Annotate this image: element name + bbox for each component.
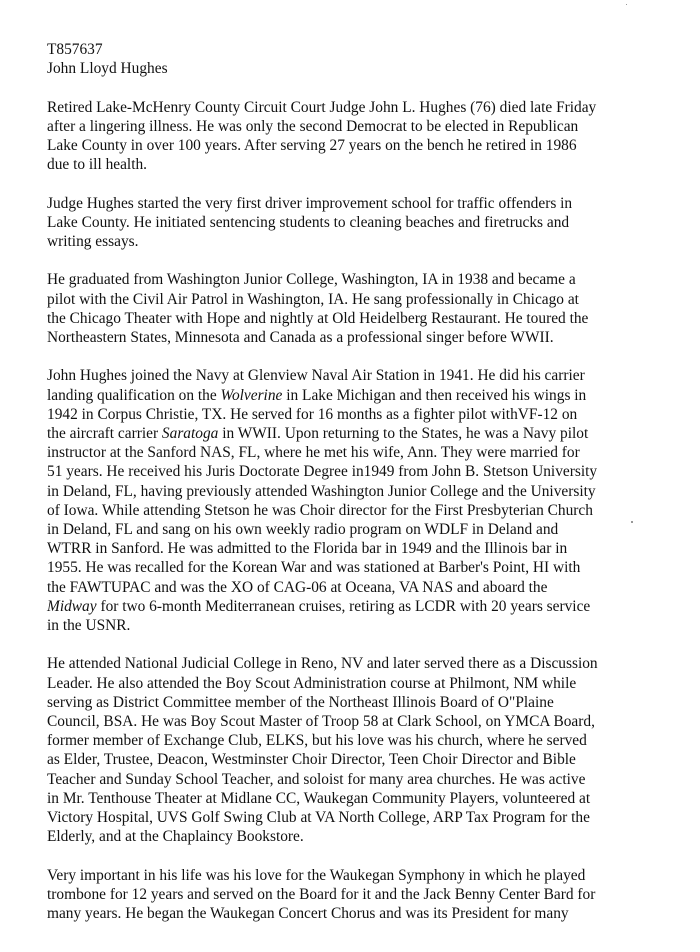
text-line bbox=[47, 789, 687, 808]
text-run: serving as District Committee member of the Northeast Illinois Board of O"Plaine bbox=[47, 693, 554, 711]
text-run: in Deland, FL and sang on his own weekly radio program on WDLF in Deland and bbox=[47, 521, 559, 539]
text-line bbox=[47, 904, 687, 923]
text-run: trombone for 12 years and served on the Board for it and the Jack Benny Center Bard for bbox=[47, 885, 596, 903]
document-name: John Lloyd Hughes bbox=[47, 60, 168, 78]
text-line bbox=[47, 482, 687, 501]
text-run: Northeastern States, Minnesota and Canada as a professional singer before WWII. bbox=[47, 329, 554, 346]
text-run: Elderly, and at the Chaplaincy Bookstore. bbox=[47, 828, 304, 846]
text-line bbox=[47, 501, 687, 520]
text-run: Victory Hospital, UVS Golf Swing Club at VA North College, ARP Tax Program for the bbox=[47, 809, 590, 827]
text-run: in the USNR. bbox=[47, 617, 131, 635]
text-run: due to ill health. bbox=[47, 156, 148, 174]
italic-text: Wolverine bbox=[220, 386, 283, 404]
text-line bbox=[47, 405, 687, 424]
text-run: in WWII. Upon returning to the States, he was a Navy pilot bbox=[218, 425, 589, 442]
text-line bbox=[47, 462, 687, 481]
text-run: in Deland, FL, having previously attended Washington Junior College and the University bbox=[47, 482, 596, 500]
document-page bbox=[47, 40, 687, 923]
text-run: of Iowa. While attending Stetson he was Choir director for the First Presbyterian Church bbox=[47, 501, 593, 519]
text-line bbox=[47, 270, 687, 289]
text-line bbox=[47, 750, 687, 769]
text-line bbox=[47, 616, 687, 635]
scan-speck bbox=[631, 521, 633, 523]
paragraph bbox=[47, 270, 687, 347]
text-line bbox=[47, 597, 687, 616]
paragraph bbox=[47, 194, 687, 252]
text-line bbox=[47, 539, 687, 558]
text-run: the FAWTUPAC and was the XO of CAG-06 at Oceana, VA NAS and aboard the bbox=[47, 578, 548, 596]
text-line bbox=[47, 885, 687, 904]
text-run: many years. He began the Waukegan Concert Chorus and was its President for many bbox=[47, 905, 569, 923]
text-line bbox=[47, 424, 687, 443]
text-line bbox=[47, 155, 687, 174]
text-run: John Hughes joined the Navy at Glenview Naval Air Station in 1941. He did his carrier bbox=[47, 367, 585, 385]
text-run: Lake County in over 100 years. After serving 27 years on the bench he retired in 1986 bbox=[47, 137, 577, 154]
italic-text: Midway bbox=[47, 597, 97, 615]
text-line bbox=[47, 98, 687, 117]
text-run: 1955. He was recalled for the Korean War and was stationed at Barber's Point, HI with bbox=[47, 559, 581, 577]
text-line bbox=[47, 558, 687, 577]
text-line bbox=[47, 232, 687, 251]
text-line bbox=[47, 578, 687, 597]
text-run: Lake County. He initiated sentencing students to cleaning beaches and firetrucks and bbox=[47, 213, 570, 231]
paragraph bbox=[47, 654, 687, 846]
text-run: He attended National Judicial College in Reno, NV and later served there as a Discussion bbox=[47, 655, 598, 673]
text-line bbox=[47, 290, 687, 309]
text-run: Leader. He also attended the Boy Scout Administration course at Philmont, NM while bbox=[47, 674, 577, 692]
text-line bbox=[47, 827, 687, 846]
text-run: for two 6-month Mediterranean cruises, retiring as LCDR with 20 years service bbox=[96, 597, 591, 615]
text-run: 1942 in Corpus Christie, TX. He served for 16 months as a fighter pilot withVF-12 on bbox=[47, 405, 578, 423]
paragraph bbox=[47, 98, 687, 175]
text-run: 51 years. He received his Juris Doctorate Degree in1949 from John B. Stetson University bbox=[47, 463, 598, 481]
text-run: Teacher and Sunday School Teacher, and soloist for many area churches. He was active bbox=[47, 770, 586, 788]
scan-speck bbox=[626, 4, 627, 5]
text-run: landing qualification on the bbox=[47, 386, 221, 404]
text-run: after a lingering illness. He was only the second Democrat to be elected in Republican bbox=[47, 117, 579, 135]
text-line bbox=[47, 654, 687, 673]
text-line bbox=[47, 674, 687, 693]
text-run: the aircraft carrier bbox=[47, 425, 162, 442]
text-line bbox=[47, 136, 687, 155]
text-line bbox=[47, 712, 687, 731]
text-line bbox=[47, 386, 687, 405]
text-run: writing essays. bbox=[47, 233, 139, 250]
text-run: He graduated from Washington Junior College, Washington, IA in 1938 and became a bbox=[47, 271, 576, 289]
text-line bbox=[47, 117, 687, 136]
document-body bbox=[47, 98, 687, 924]
text-line bbox=[47, 770, 687, 789]
text-line bbox=[47, 731, 687, 750]
text-line bbox=[47, 693, 687, 712]
text-run: the Chicago Theater with Hope and nightly at Old Heidelberg Restaurant. He toured the bbox=[47, 309, 589, 327]
text-run: instructor at the Sanford NAS, FL, where he met his wife, Ann. They were married for bbox=[47, 444, 580, 462]
text-line bbox=[47, 520, 687, 539]
text-line bbox=[47, 309, 687, 328]
document-id: T857637 bbox=[47, 41, 103, 58]
text-line bbox=[47, 213, 687, 232]
paragraph bbox=[47, 866, 687, 924]
italic-text: Saratoga bbox=[161, 425, 219, 442]
text-run: as Elder, Trustee, Deacon, Westminster Choir Director, Teen Choir Director and Bible bbox=[47, 751, 576, 769]
text-run: Retired Lake-McHenry County Circuit Court Judge John L. Hughes (76) died late Friday bbox=[47, 98, 597, 116]
text-run: pilot with the Civil Air Patrol in Washington, IA. He sang professionally in Chicago at bbox=[47, 290, 579, 308]
text-line bbox=[47, 866, 687, 885]
text-line bbox=[47, 808, 687, 827]
text-run: WTRR in Sanford. He was admitted to the Florida bar in 1949 and the Illinois bar in bbox=[47, 540, 568, 558]
text-line bbox=[47, 194, 687, 213]
text-run: Council, BSA. He was Boy Scout Master of Troop 58 at Clark School, on YMCA Board, bbox=[47, 713, 595, 731]
text-run: former member of Exchange Club, ELKS, but his love was his church, where he served bbox=[47, 732, 587, 750]
text-line bbox=[47, 366, 687, 385]
text-line bbox=[47, 328, 687, 347]
text-run: Very important in his life was his love for the Waukegan Symphony in which he played bbox=[47, 866, 586, 884]
text-line bbox=[47, 443, 687, 462]
text-run: in Mr. Tenthouse Theater at Midlane CC, Waukegan Community Players, volunteered at bbox=[47, 789, 591, 807]
text-run: in Lake Michigan and then received his wings in bbox=[282, 386, 587, 404]
text-run: Judge Hughes started the very first driver improvement school for traffic offenders in bbox=[47, 194, 573, 212]
paragraph bbox=[47, 366, 687, 635]
